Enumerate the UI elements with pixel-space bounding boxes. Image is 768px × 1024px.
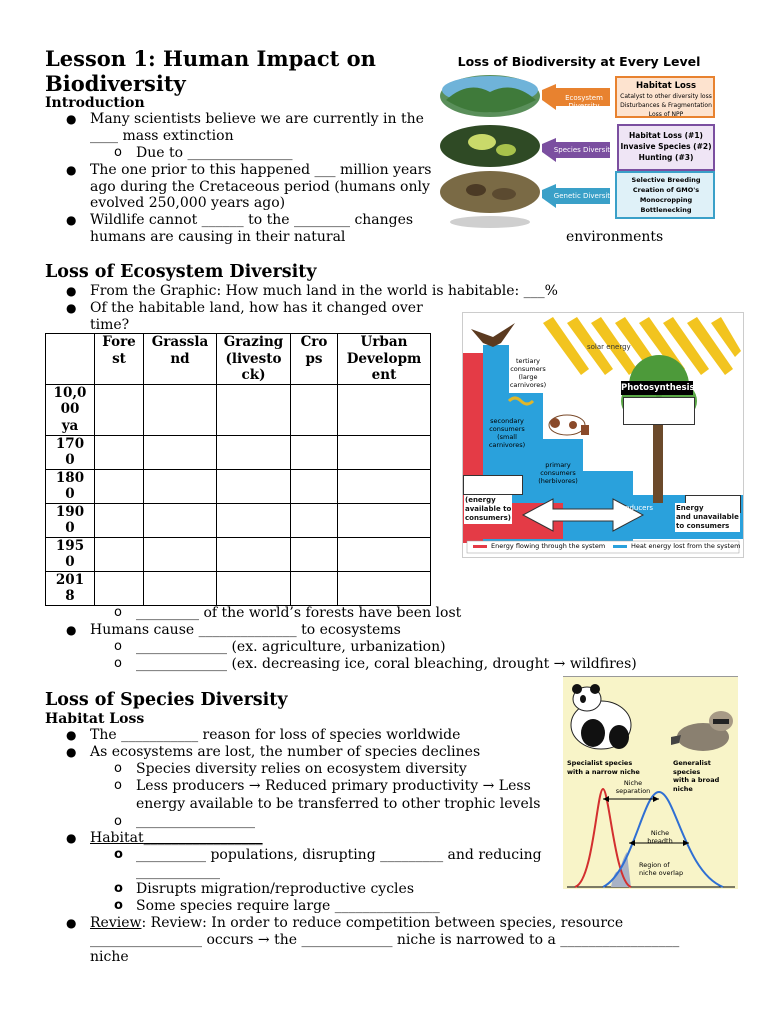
tertiary-line: tertiary xyxy=(515,357,541,365)
separation-label xyxy=(611,779,655,795)
arrow-label-species: Species Diversity xyxy=(553,146,615,154)
header-text: st xyxy=(112,350,126,367)
table-cell[interactable] xyxy=(291,469,338,503)
sub-bullet-icon: o xyxy=(114,778,122,793)
separation-line: separation xyxy=(615,787,651,795)
row-label-text: 10,0 xyxy=(53,384,87,401)
bullet-icon: ● xyxy=(66,623,77,637)
niche-figure xyxy=(563,676,738,889)
intro-b2-l1: The one prior to this happened ___ million years xyxy=(90,162,432,178)
arrow-label-genetic: Genetic Diversity xyxy=(553,192,615,200)
bullet-icon: ● xyxy=(66,112,77,126)
species-threats-box xyxy=(618,130,714,163)
overlap-line: Region of xyxy=(639,861,670,869)
ecosystem-sub3: _____________ (ex. decreasing ice, coral bleaching, drought → wildfires) xyxy=(136,656,637,672)
producers-label: producers xyxy=(618,504,654,512)
energy-left-line: (energy xyxy=(465,496,496,504)
generalist-label xyxy=(673,759,738,793)
table-cell[interactable] xyxy=(95,384,144,435)
photosynthesis-label: Photosynthesis xyxy=(621,383,695,393)
bullet-icon: ● xyxy=(66,831,77,845)
box1-line: Disturbances & Fragmentation xyxy=(620,102,712,109)
header-text: Cro xyxy=(300,334,328,350)
tertiary-line: (large xyxy=(518,373,538,381)
species-s3: _________________ xyxy=(136,813,255,829)
table-header-corner xyxy=(46,334,95,385)
row-label-text: 201 xyxy=(55,571,85,588)
row-label xyxy=(46,537,95,571)
secondary-line: carnivores) xyxy=(488,441,526,449)
table-cell[interactable] xyxy=(338,571,431,605)
row-label-text: 0 xyxy=(65,554,75,570)
ecosystem-sub2: _____________ (ex. agriculture, urbanization) xyxy=(136,639,446,655)
review-label: Review xyxy=(90,915,142,931)
overlap-line: niche overlap xyxy=(639,869,684,877)
box3-line: Bottlenecking xyxy=(640,206,692,214)
table-header xyxy=(95,334,144,385)
row-label-text: 170 xyxy=(55,435,85,452)
table-row xyxy=(46,503,431,537)
table-cell[interactable] xyxy=(217,503,291,537)
row-label xyxy=(46,503,95,537)
table-cell[interactable] xyxy=(291,435,338,469)
energy-left-line: consumers) xyxy=(465,514,511,522)
row-label xyxy=(46,435,95,469)
row-label xyxy=(46,469,95,503)
box1-line: Loss of NPP xyxy=(648,111,684,118)
secondary-line: consumers xyxy=(489,425,525,433)
table-cell[interactable] xyxy=(95,571,144,605)
sub-bullet-icon: o xyxy=(114,814,122,829)
tertiary-label xyxy=(503,357,553,389)
tertiary-line: carnivores) xyxy=(509,381,547,389)
header-text: Urban xyxy=(360,334,408,350)
intro-b3-l2: humans are causing in their natural xyxy=(90,229,346,245)
table-cell[interactable] xyxy=(144,384,217,435)
legend-red-label: Energy flowing through the system xyxy=(491,542,606,550)
sub-bullet-icon: o xyxy=(114,847,123,862)
species-b3 xyxy=(90,830,263,847)
primary-label xyxy=(533,461,583,485)
species-s1: Species diversity relies on ecosystem diversity xyxy=(136,761,467,777)
box3-line: Monocropping xyxy=(639,196,693,204)
sub-bullet-icon: o xyxy=(114,881,123,896)
header-text: ent xyxy=(371,367,397,383)
species-s4-l2: ____________ xyxy=(136,864,220,880)
energy-blank-left xyxy=(463,475,523,495)
species-b4-l1 xyxy=(90,915,623,932)
intro-b2-l2: ago during the Cretaceous period (humans only xyxy=(90,179,430,195)
solar-energy-label: solar energy xyxy=(587,343,631,351)
ecosystem-b2-l1: Of the habitable land, how has it changed over xyxy=(90,300,423,316)
biodiversity-levels-figure xyxy=(438,50,720,230)
intro-b1-l2: ____ mass extinction xyxy=(90,128,234,144)
page-title-line1: Lesson 1: Human Impact on xyxy=(45,46,376,71)
table-row xyxy=(46,469,431,503)
header-text: Grazing xyxy=(223,334,284,350)
table-cell[interactable] xyxy=(291,571,338,605)
box2-line: Invasive Species (#2) xyxy=(620,142,712,151)
header-text: Grassla xyxy=(151,334,209,350)
sub-bullet-icon: o xyxy=(114,656,122,671)
row-label-text: 190 xyxy=(55,503,85,520)
species-s2-l1: Less producers → Reduced primary productivity → Less xyxy=(136,778,531,794)
table-cell[interactable] xyxy=(291,503,338,537)
energy-pyramid-figure xyxy=(462,312,744,558)
species-b2: As ecosystems are lost, the number of species declines xyxy=(90,744,481,760)
table-cell[interactable] xyxy=(144,537,217,571)
genetic-threats-box xyxy=(618,175,714,215)
table-cell[interactable] xyxy=(338,469,431,503)
secondary-label xyxy=(483,417,531,449)
row-label-text: 0 xyxy=(65,486,75,502)
table-cell[interactable] xyxy=(144,503,217,537)
species-s6: Some species require large _______________ xyxy=(136,898,440,914)
row-label-text: 00 xyxy=(60,401,80,417)
table-cell[interactable] xyxy=(338,537,431,571)
box3-line: Selective Breeding xyxy=(631,176,701,184)
secondary-line: (small xyxy=(497,433,517,441)
review-text: : Review: In order to reduce competition between species, resource xyxy=(141,915,624,931)
habitat-label: Habitat xyxy=(90,830,144,846)
legend-blue-label: Heat energy lost from the system xyxy=(631,542,741,550)
species-s5: Disrupts migration/reproductive cycles xyxy=(136,881,415,897)
overlap-label xyxy=(639,861,683,877)
table-header xyxy=(291,334,338,385)
bullet-icon: ● xyxy=(66,284,77,298)
table-row xyxy=(46,384,431,435)
specialist-line: Specialist species xyxy=(567,759,633,767)
table-header xyxy=(144,334,217,385)
energy-left-line: available to xyxy=(465,505,512,513)
header-text: Developm xyxy=(346,350,422,367)
ecosystem-sub1: _________ of the world’s forests have been lost xyxy=(136,605,462,621)
tertiary-line: consumers xyxy=(510,365,546,373)
generalist-line: Generalist species xyxy=(673,759,711,776)
table-cell[interactable] xyxy=(217,435,291,469)
table-cell[interactable] xyxy=(217,571,291,605)
energy-right-line: and unavailable xyxy=(676,513,739,521)
table-header xyxy=(217,334,291,385)
bullet-icon: ● xyxy=(66,301,77,315)
table-cell[interactable] xyxy=(338,384,431,435)
species-s4-l1: __________ populations, disrupting _________ and reducing xyxy=(136,847,542,863)
box3-line: Creation of GMO's xyxy=(632,186,700,194)
row-label-text: ya xyxy=(61,417,79,434)
ecosystem-b3: Humans cause ______________ to ecosystems xyxy=(90,622,401,638)
sub-bullet-icon: o xyxy=(114,898,123,913)
ecosystem-b1: From the Graphic: How much land in the world is habitable: ___% xyxy=(90,283,558,299)
table-cell[interactable] xyxy=(95,435,144,469)
table-cell[interactable] xyxy=(291,384,338,435)
intro-heading: Introduction xyxy=(45,95,145,111)
habitat-loss-box xyxy=(618,81,714,119)
habitat-blank: _________________ xyxy=(143,830,263,846)
header-text: nd xyxy=(170,350,190,367)
table-cell[interactable] xyxy=(291,537,338,571)
sub-bullet-icon: o xyxy=(114,145,122,160)
land-use-table xyxy=(45,333,431,606)
table-cell[interactable] xyxy=(217,469,291,503)
table-cell[interactable] xyxy=(338,435,431,469)
box2-line: Hunting (#3) xyxy=(638,153,694,162)
table-header xyxy=(338,334,431,385)
table-cell[interactable] xyxy=(144,571,217,605)
specialist-label xyxy=(567,759,640,776)
breadth-line: breadth xyxy=(647,837,673,845)
table-cell[interactable] xyxy=(338,503,431,537)
table-cell[interactable] xyxy=(144,469,217,503)
table-cell[interactable] xyxy=(144,435,217,469)
row-label-text: 0 xyxy=(65,452,75,468)
table-cell[interactable] xyxy=(95,469,144,503)
primary-line: (herbivores) xyxy=(538,477,578,485)
figure1-title: Loss of Biodiversity at Every Level xyxy=(457,54,701,69)
habitat-loss-title: Habitat Loss xyxy=(635,81,697,91)
arrow-label-ecosystem: Ecosystem Diversity xyxy=(565,94,603,110)
page-title-line2: Biodiversity xyxy=(45,71,186,96)
photosynthesis-blank xyxy=(623,397,695,425)
table-cell[interactable] xyxy=(95,503,144,537)
intro-b1-l1: Many scientists believe we are currently in the xyxy=(90,111,424,127)
header-text: Fore xyxy=(102,334,136,350)
row-label-text: 8 xyxy=(65,588,75,604)
species-s2-l2: energy available to be transferred to other trophic levels xyxy=(136,796,541,812)
intro-b3-l2b: environments xyxy=(566,229,664,245)
energy-right-line: Energy xyxy=(676,504,704,512)
sub-bullet-icon: o xyxy=(114,605,122,620)
species-b1: The ___________ reason for loss of species worldwide xyxy=(90,727,461,743)
table-row xyxy=(46,571,431,605)
intro-b1-sub: Due to _______________ xyxy=(136,145,293,161)
primary-line: primary xyxy=(545,461,571,469)
ecosystem-heading: Loss of Ecosystem Diversity xyxy=(45,262,317,282)
table-cell[interactable] xyxy=(217,384,291,435)
intro-b2-l3: evolved 250,000 years ago) xyxy=(90,195,286,211)
bullet-icon: ● xyxy=(66,745,77,759)
sub-bullet-icon: o xyxy=(114,761,122,776)
secondary-line: secondary xyxy=(490,417,524,425)
row-label-text: 0 xyxy=(65,520,75,536)
intro-b3-l1: Wildlife cannot ______ to the ________ changes xyxy=(90,212,414,228)
energy-unavailable-label xyxy=(675,503,740,532)
breadth-line: Niche xyxy=(650,829,670,837)
specialist-line: with a narrow niche xyxy=(567,767,640,776)
row-label-text: 195 xyxy=(55,537,85,554)
species-heading: Loss of Species Diversity xyxy=(45,690,288,710)
bullet-icon: ● xyxy=(66,916,77,930)
table-cell[interactable] xyxy=(217,537,291,571)
table-cell[interactable] xyxy=(95,537,144,571)
table-row xyxy=(46,435,431,469)
separation-line: Niche xyxy=(623,779,643,787)
habitat-loss-subheading: Habitat Loss xyxy=(45,711,145,727)
ecosystem-b2-l2: time? xyxy=(90,317,130,333)
species-b4-l2: ________________ occurs → the _____________ niche is narrowed to a _________________ xyxy=(90,932,680,948)
row-label xyxy=(46,384,95,435)
row-label-text: 180 xyxy=(55,469,85,486)
bullet-icon: ● xyxy=(66,213,77,227)
table-row xyxy=(46,537,431,571)
energy-right-line: to consumers xyxy=(676,522,730,530)
energy-available-label xyxy=(464,495,512,524)
breadth-label xyxy=(645,829,675,845)
row-label xyxy=(46,571,95,605)
bullet-icon: ● xyxy=(66,728,77,742)
primary-line: consumers xyxy=(540,469,576,477)
header-text: ck) xyxy=(241,367,266,383)
generalist-line: with a broad niche xyxy=(673,776,720,793)
species-b4-l3: niche xyxy=(90,949,129,965)
box2-line: Habitat Loss (#1) xyxy=(629,131,703,140)
header-text: (livesto xyxy=(225,350,282,367)
header-text: ps xyxy=(305,350,323,367)
box1-line: Catalyst to other diversity loss xyxy=(620,93,712,100)
sub-bullet-icon: o xyxy=(114,639,122,654)
bullet-icon: ● xyxy=(66,163,77,177)
